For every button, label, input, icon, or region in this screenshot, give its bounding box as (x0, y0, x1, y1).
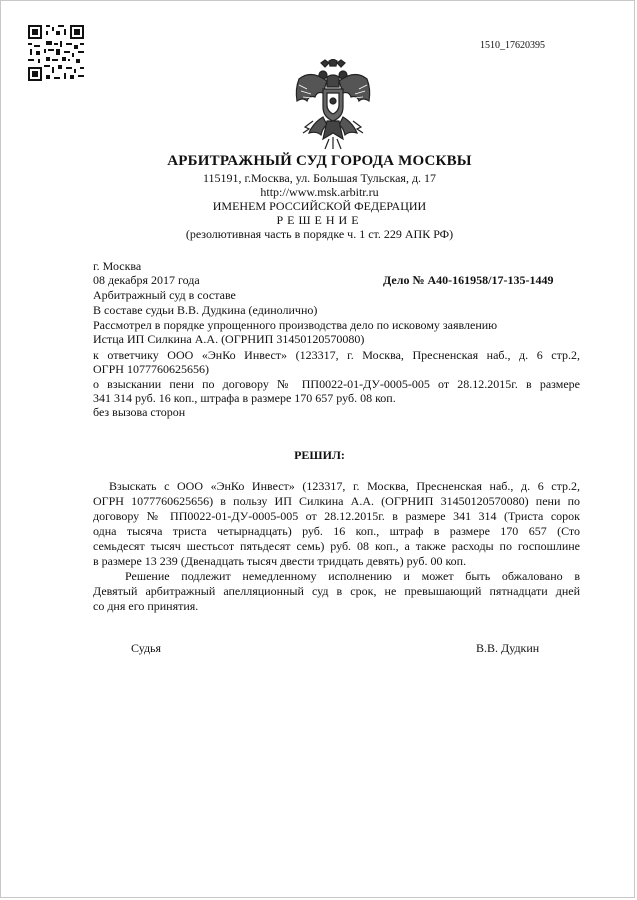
decision-line-1: Взыскать с ООО «ЭнКо Инвест» (123317, г. Москва, Пресненская наб., д. 6 стр.2, (109, 479, 580, 493)
resolved-heading: РЕШИЛ: (294, 448, 345, 462)
court-address: 115191, г.Москва, ул. Большая Тульская, д. 17 (202, 171, 437, 185)
decision-line-6: в размере 13 239 (Двенадцать тысяч двести тридцать девять) руб. 00 коп. (93, 554, 467, 568)
document-number: 1510_17620395 (480, 40, 545, 51)
nation-heading: ИМЕНЕМ РОССИЙСКОЙ ФЕДЕРАЦИИ (212, 199, 427, 213)
decision-line-2: ОГРН 1077760625656) в пользу ИП Силкина А.А. (ОГРНИП 31450120570080) пени по (93, 494, 580, 508)
decision-line-3: договору № ПП0022-01-ДУ-0005-005 от 28.12.2015г. в размере 341 314 (Триста сорок (93, 509, 580, 523)
decision-subtitle: (резолютивная часть в порядке ч. 1 ст. 229 АПК РФ) (185, 227, 454, 241)
plaintiff-line: Истца ИП Силкина А.А. (ОГРНИП 31450120570080) (93, 332, 365, 346)
decision-line-5: семьдесят тысяч шестьсот пятьдесят семь) руб. 08 коп., а также расходы по госпошлине (93, 539, 580, 553)
city: г. Москва (93, 259, 142, 273)
qr-code-icon (28, 25, 84, 81)
claim-line-2: 341 314 руб. 16 коп., штрафа в размере 170 657 руб. 08 коп. (93, 391, 396, 405)
judge-label: Судья (131, 641, 162, 655)
judge-composition: В составе судьи В.В. Дудкина (единолично) (93, 303, 318, 317)
decision-line-4: одна тысяча триста четырнадцать) руб. 16 коп., штраф в размере 170 657 (Сто (93, 524, 580, 538)
judge-name: В.В. Дудкин (476, 641, 540, 655)
defendant-line-1: к ответчику ООО «ЭнКо Инвест» (123317, г. Москва, Пресненская наб., д. 6 стр.2, (93, 348, 580, 362)
case-number: Дело № А40-161958/17-135-1449 (383, 273, 554, 287)
defendant-line-2: ОГРН 1077760625656) (93, 362, 209, 376)
decision-line-8: Девятый арбитражный апелляционный суд в срок, не превышающий пятнадцати дней (93, 584, 580, 598)
court-url: http://www.msk.arbitr.ru (260, 185, 379, 199)
decision-line-7: Решение подлежит немедленному исполнению и может быть обжаловано в (125, 569, 580, 583)
decision-date: 08 декабря 2017 года (93, 273, 200, 287)
decision-title: РЕШЕНИЕ (276, 213, 363, 227)
claim-line-1: о взыскании пени по договору № ПП0022-01-ДУ-0005-005 от 28.12.2015г. в размере (93, 377, 580, 391)
procedure-line: Рассмотрел в порядке упрощенного производства дело по исковому заявлению (93, 318, 498, 332)
court-name: АРБИТРАЖНЫЙ СУД ГОРОДА МОСКВЫ (167, 153, 472, 169)
decision-line-9: со дня его принятия. (93, 599, 199, 613)
coat-of-arms-icon (293, 59, 373, 151)
court-composition: Арбитражный суд в составе (93, 288, 236, 302)
no-parties-line: без вызова сторон (93, 405, 186, 419)
